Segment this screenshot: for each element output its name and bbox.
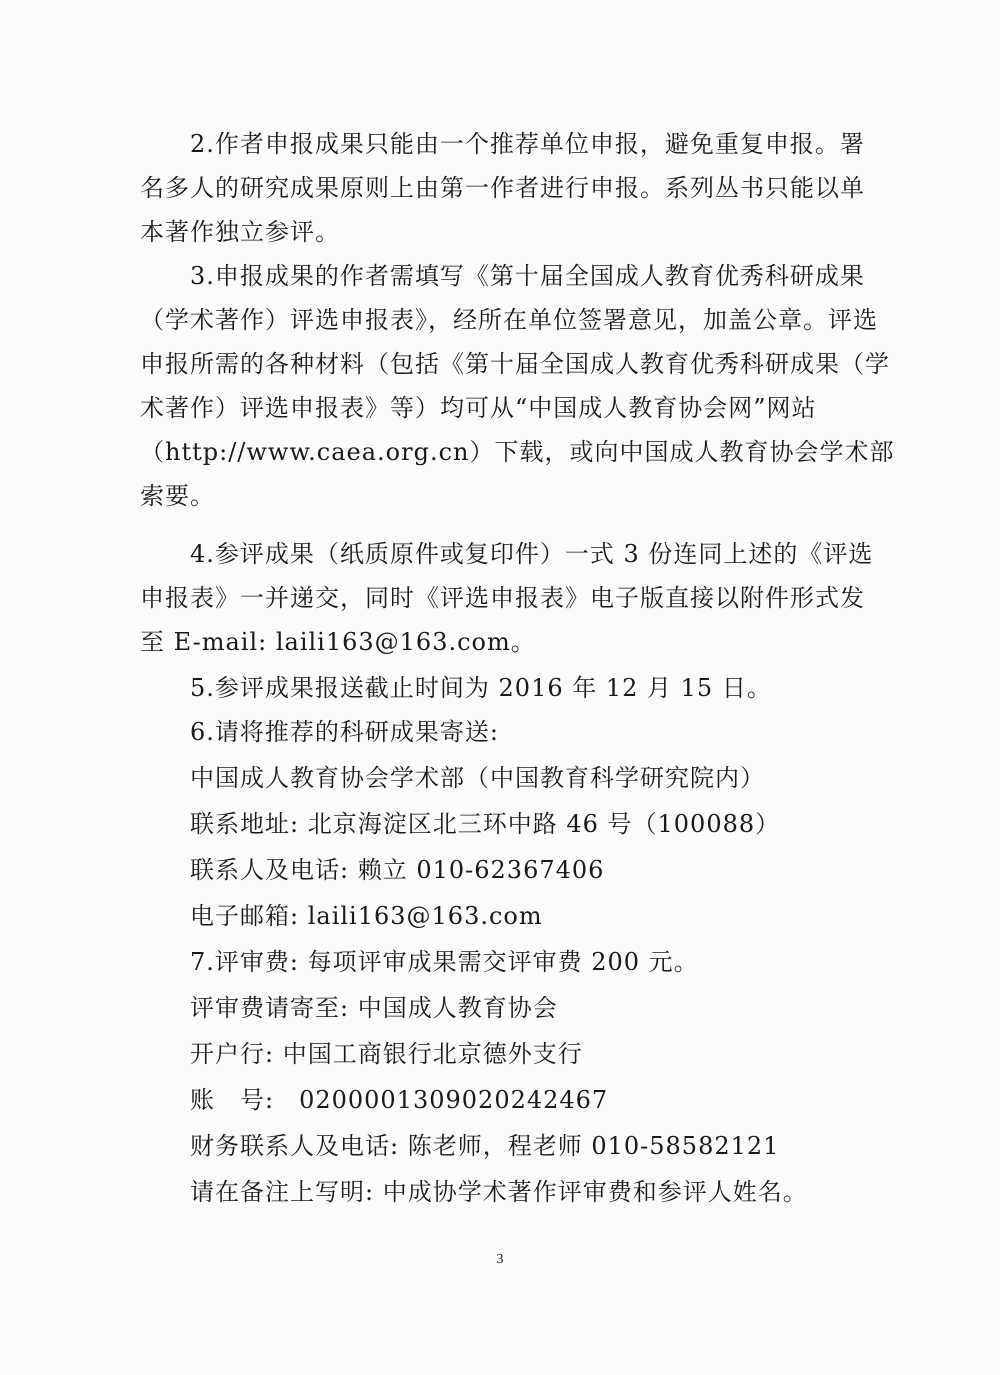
paragraph-2-line-1: 2.作者申报成果只能由一个推荐单位申报，避免重复申报。署 [190,130,865,158]
contact-department: 中国成人教育协会学术部（中国教育科学研究院内） [190,764,765,792]
fee-recipient: 评审费请寄至: 中国成人教育协会 [190,994,558,1022]
contact-email: 电子邮箱: laili163@163.com [190,902,543,930]
contact-address: 联系地址: 北京海淀区北三环中路 46 号（100088） [190,810,781,838]
paragraph-4-line-3: 至 E-mail: laili163@163.com。 [140,628,536,656]
contact-person-phone: 联系人及电话: 赖立 010-62367406 [190,856,605,884]
paragraph-7: 7.评审费: 每项评审成果需交评审费 200 元。 [190,948,699,976]
paragraph-3-line-3: 申报所需的各种材料（包括《第十届全国成人教育优秀科研成果（学 [140,350,890,378]
paragraph-2-line-2: 名多人的研究成果原则上由第一作者进行申报。系列丛书只能以单 [140,174,865,202]
fee-remark-note: 请在备注上写明: 中成协学术著作评审费和参评人姓名。 [190,1178,808,1206]
paragraph-4-line-2: 申报表》一并递交，同时《评选申报表》电子版直接以附件形式发 [140,584,865,612]
paragraph-3-line-5: （http://www.caea.org.cn）下载，或向中国成人教育协会学术部 [140,438,895,466]
paragraph-5: 5.参评成果报送截止时间为 2016 年 12 月 15 日。 [190,674,772,702]
paragraph-2-line-3: 本著作独立参评。 [140,218,340,246]
paragraph-4-line-1: 4.参评成果（纸质原件或复印件）一式 3 份连同上述的《评选 [190,540,874,568]
paragraph-3-line-2: （学术著作）评选申报表》，经所在单位签署意见，加盖公章。评选 [140,306,878,334]
paragraph-3-line-1: 3.申报成果的作者需填写《第十届全国成人教育优秀科研成果 [190,262,865,290]
page-number: 3 [496,1252,504,1267]
paragraph-6: 6.请将推荐的科研成果寄送: [190,718,499,746]
fee-finance-contact: 财务联系人及电话: 陈老师，程老师 010-58582121 [190,1132,780,1160]
paragraph-3-line-4: 术著作）评选申报表》等）均可从“中国成人教育协会网”网站 [140,394,817,422]
paragraph-3-line-6: 索要。 [140,482,215,510]
fee-account-number: 账 号: 0200001309020242467 [190,1086,609,1114]
fee-bank: 开户行: 中国工商银行北京德外支行 [190,1040,583,1068]
